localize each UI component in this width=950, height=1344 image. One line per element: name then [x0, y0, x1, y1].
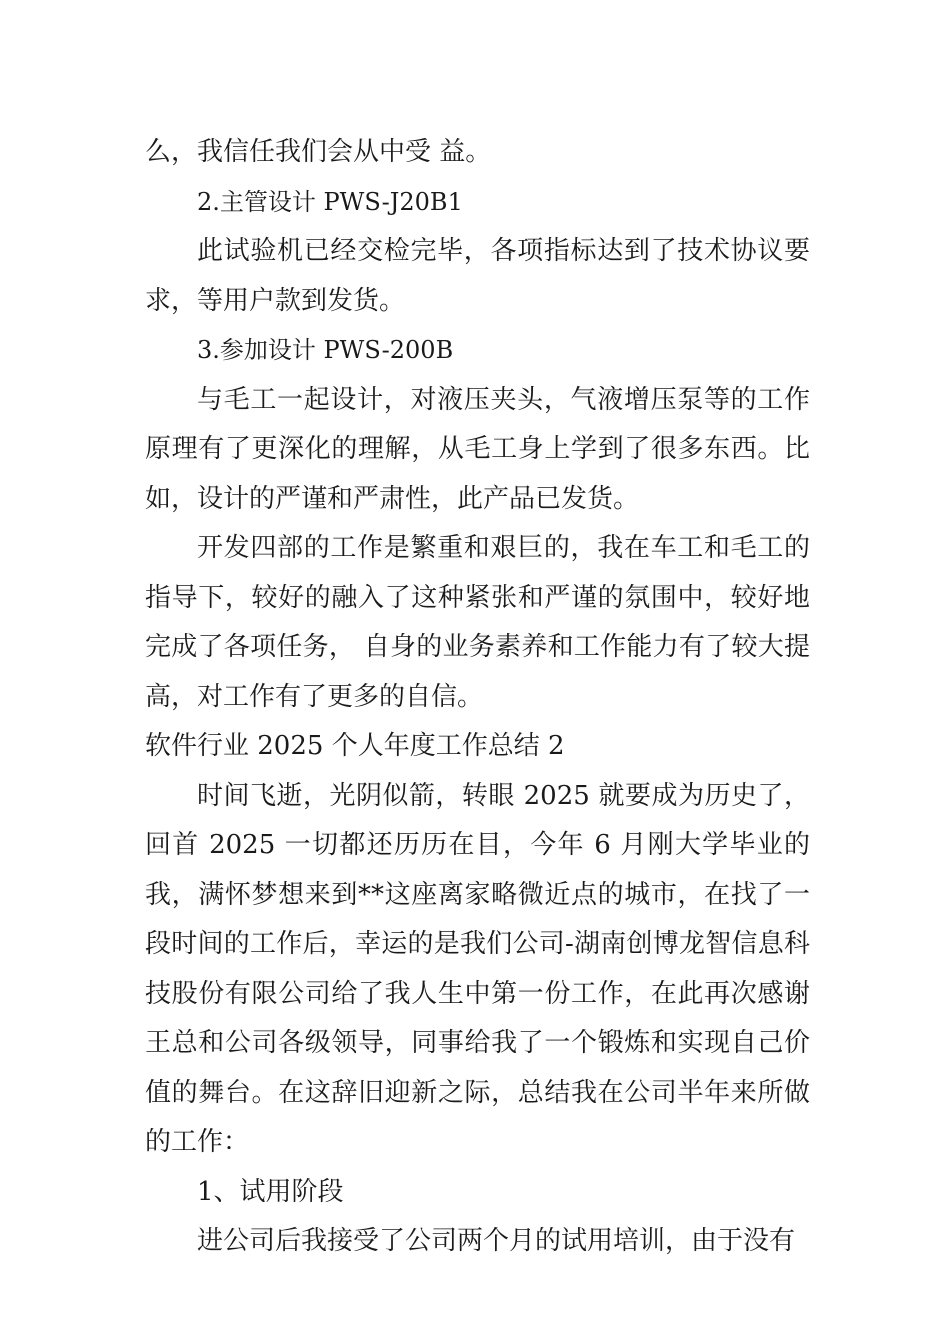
paragraph-continuation: 么，我信任我们会从中受 益。 — [145, 137, 492, 167]
section-heading: 软件行业 2025 个人年度工作总结 2 — [145, 731, 565, 761]
document-body — [145, 128, 810, 1267]
paragraph-body: 与毛工一起设计，对液压夹头，气液增压泵等的工作原理有了更深化的理解，从毛工身上学到了很多东西。比如，设计的严谨和严肃性，此产品已发货。 — [145, 384, 810, 514]
subsection-title: 1、试用阶段 — [197, 1176, 344, 1207]
paragraph-body: 开发四部的工作是繁重和艰巨的，我在车工和毛工的指导下，较好的融入了这种紧张和严谨的氛围中，较好地完成了各项任务， 自身的业务素养和工作能力有了较大提高，对工作有了更多的自信。 — [145, 533, 810, 712]
paragraph-body: 进公司后我接受了公司两个月的试用培训，由于没有 — [197, 1226, 796, 1256]
list-item-pws-j20b1: 2.主管设计 PWS-J20B1 — [197, 187, 463, 216]
list-item-pws-200b: 3.参加设计 PWS-200B — [197, 336, 454, 364]
paragraph-body: 时间飞逝，光阴似箭，转眼 2025 就要成为历史了，回首 2025 一切都还历历在目，今年 6 月刚大学毕业的我，满怀梦想来到**这座离家略微近点的城市，在找了一段时间的工作后，幸运的是我们公司-湖南创博龙智信息科技股份有限公司给了我人生中第一份工作，在此再次感谢王总和公司各级领导，同事给我了一个锻炼和实现自己价值的舞台。在这辞旧迎新之际，总结我在公司半年来所做的工作： — [145, 780, 810, 1157]
paragraph-body: 此试验机已经交检完毕，各项指标达到了技术协议要求，等用户款到发货。 — [145, 236, 810, 316]
